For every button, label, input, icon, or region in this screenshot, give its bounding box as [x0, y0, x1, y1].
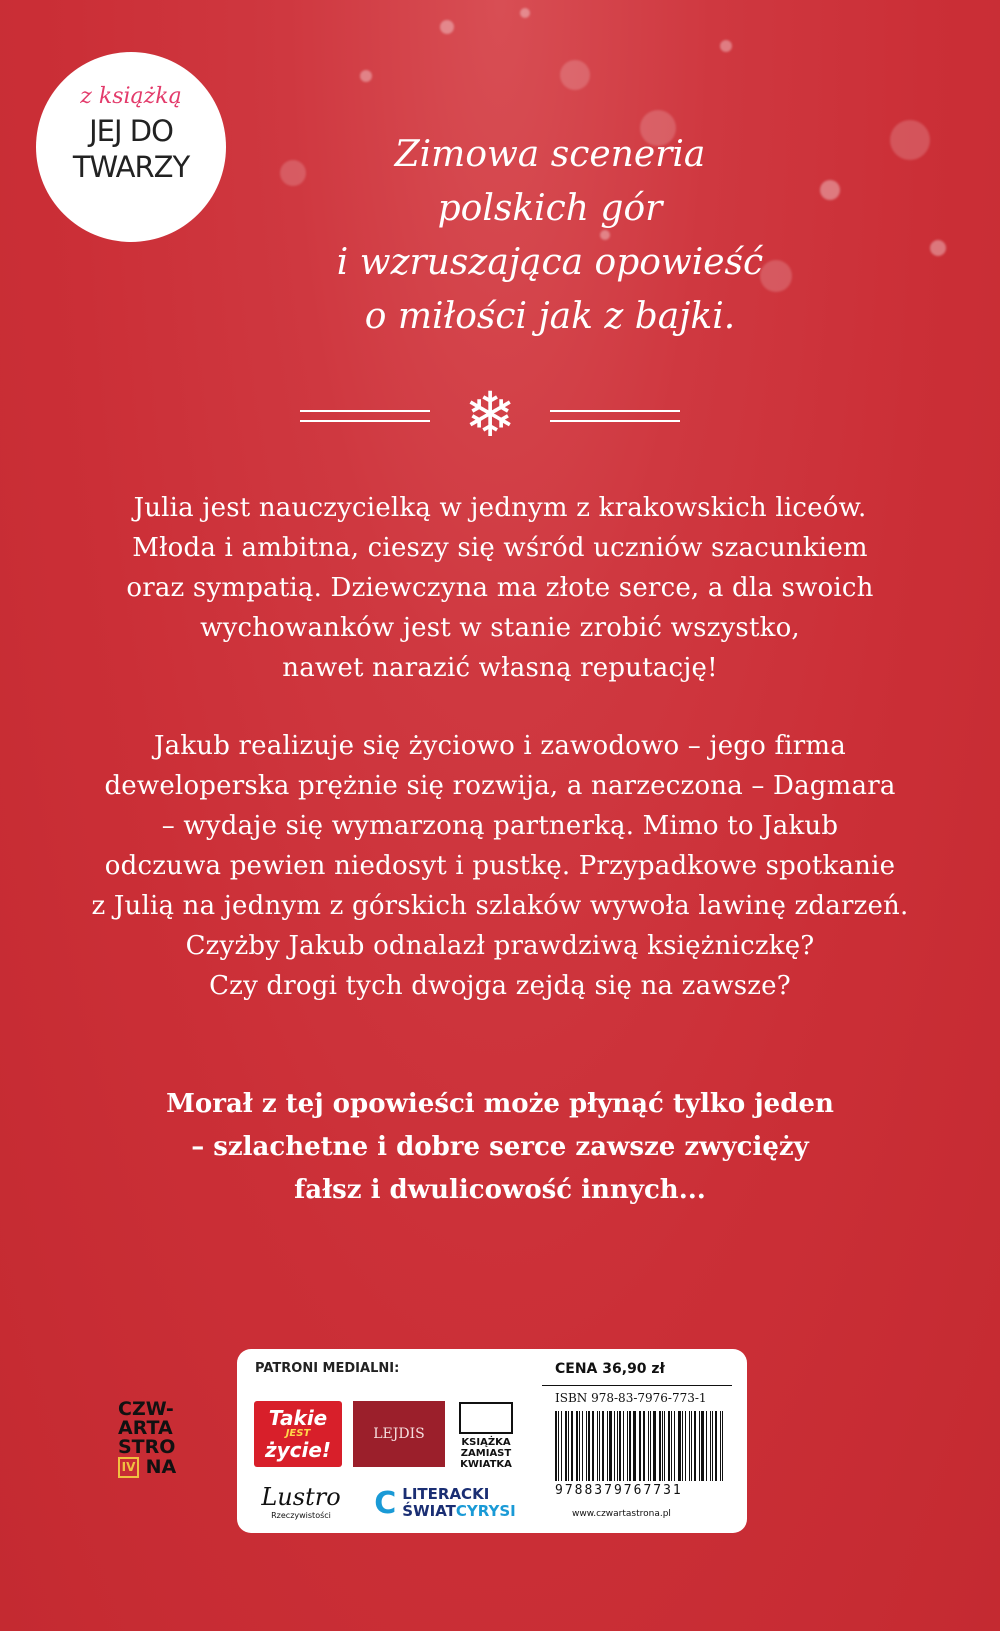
divider-rule-right [550, 410, 680, 422]
barcode-bar [555, 1411, 557, 1481]
barcode-bar [671, 1411, 672, 1481]
divider-rule-left [300, 410, 430, 422]
badge-line-1: JEJ DO [89, 114, 173, 148]
barcode-bar [639, 1411, 640, 1481]
logo-text: KWIATKA [460, 1459, 512, 1470]
barcode-bar [568, 1411, 569, 1481]
barcode-bar [674, 1411, 675, 1481]
barcode-bar [633, 1411, 636, 1481]
text-line: oraz sympatią. Dziewczyna ma złote serce, a dla swoich [126, 573, 874, 603]
barcode-bar [699, 1411, 700, 1481]
ksiazka-zamiast-kwiatka-logo [453, 1401, 519, 1471]
lustro-rzeczywistosci-logo [251, 1475, 351, 1527]
literacki-swiat-cyrysi-logo [365, 1481, 525, 1525]
barcode-bar [582, 1411, 583, 1481]
barcode-bar [691, 1411, 692, 1481]
barcode-bar [579, 1411, 580, 1481]
text-line: Julia jest nauczycielką w jednym z krakowskich liceów. [133, 493, 867, 523]
barcode-bar [619, 1411, 621, 1481]
price: CENA 36,90 zł [555, 1361, 665, 1377]
barcode-bar [609, 1411, 612, 1481]
media-patrons-label: PATRONI MEDIALNI: [255, 1361, 400, 1376]
tagline-line: o miłości jak z bajki. [364, 296, 736, 337]
publisher-line: STRO [118, 1436, 176, 1458]
barcode-bar [678, 1411, 681, 1481]
barcode-bar [614, 1411, 615, 1481]
barcode-bar [588, 1411, 591, 1481]
barcode-bar [617, 1411, 618, 1481]
barcode-bar [712, 1411, 714, 1481]
logo-text: CYRYSI [455, 1502, 516, 1520]
blurb-paragraph-1 [60, 488, 940, 688]
isbn: ISBN 978-83-7976-773-1 [555, 1391, 707, 1405]
bokeh-light [720, 40, 732, 52]
text-line: fałsz i dwulicowość innych... [294, 1175, 706, 1205]
logo-text: życie! [264, 1438, 332, 1462]
barcode-bar [664, 1411, 665, 1481]
barcode-bar [571, 1411, 573, 1481]
barcode-bar [694, 1411, 696, 1481]
bokeh-light [520, 8, 530, 18]
barcode-bar [576, 1411, 578, 1481]
barcode-bar [682, 1411, 683, 1481]
info-panel [237, 1349, 747, 1533]
text-line: Młoda i ambitna, cieszy się wśród uczniów szacunkiem [132, 533, 868, 563]
barcode-bar [689, 1411, 690, 1481]
barcode-bar [701, 1411, 704, 1481]
logo-text [402, 1503, 515, 1520]
bokeh-light [890, 120, 930, 160]
barcode-bar [706, 1411, 707, 1481]
logo-text: JEST [285, 1428, 311, 1439]
publisher-line: NA [145, 1456, 177, 1478]
text-line: – szlachetne i dobre serce zawsze zwycięży [191, 1132, 809, 1162]
barcode-number: 9788379767731 [555, 1483, 683, 1498]
badge-script: z książką [80, 84, 182, 109]
barcode [555, 1411, 725, 1481]
barcode-bar [565, 1411, 568, 1481]
text-line: Jakub realizuje się życiowo i zawodowo – jego firma [154, 731, 846, 761]
barcode-bar [627, 1411, 628, 1481]
tagline-line: polskich gór [437, 188, 663, 229]
tagline-line: Zimowa sceneria [394, 134, 706, 175]
barcode-bar [561, 1411, 562, 1481]
tagline-line: i wzruszająca opowieść [336, 242, 764, 283]
barcode-bar [685, 1411, 687, 1481]
text-line: z Julią na jednym z górskich szlaków wywoła lawinę zdarzeń. [91, 891, 909, 921]
bokeh-light [930, 240, 946, 256]
publisher-line: CZW- [118, 1398, 174, 1420]
logo-text: Rzeczywistości [271, 1510, 331, 1520]
publisher-mark: IV [118, 1457, 139, 1478]
text-line: – wydaje się wymarzoną partnerką. Mimo to Jakub [161, 811, 839, 841]
barcode-bar [602, 1411, 604, 1481]
ornament-divider [300, 378, 680, 452]
blurb-paragraph-2 [60, 726, 940, 1006]
barcode-bar [607, 1411, 608, 1481]
text-line: Morał z tej opowieści może płynąć tylko jeden [166, 1089, 834, 1119]
moral-statement [60, 1083, 940, 1212]
text-line: wychowanków jest w stanie zrobić wszystko, [200, 613, 800, 643]
logo-text: ŚWIAT [402, 1502, 456, 1520]
logo-text-block [402, 1486, 515, 1520]
barcode-bar [715, 1411, 717, 1481]
badge-line-2: TWARZY [72, 150, 190, 184]
text-line: odczuwa pewien niedosyt i pustkę. Przypadkowe spotkanie [104, 851, 896, 881]
barcode-bar [710, 1411, 711, 1481]
logo-text: Lustro [261, 1482, 341, 1511]
barcode-bar [722, 1411, 723, 1481]
lejdis-logo: LEJDIS [353, 1401, 445, 1467]
publisher-line: ARTA [118, 1417, 173, 1439]
logo-text: ZAMIAST [460, 1448, 512, 1459]
publisher-logo [118, 1400, 198, 1478]
logo-text: Takie [268, 1406, 328, 1430]
takie-jest-zycie-logo [254, 1401, 342, 1467]
barcode-bar [653, 1411, 656, 1481]
barcode-bar [659, 1411, 661, 1481]
barcode-bar [623, 1411, 624, 1481]
snowflake-icon: ❄ [464, 378, 516, 451]
book-icon [459, 1402, 513, 1434]
barcode-bar [629, 1411, 631, 1481]
barcode-bar [599, 1411, 600, 1481]
barcode-bar [643, 1411, 645, 1481]
barcode-bar [586, 1411, 587, 1481]
publisher-line [118, 1457, 198, 1478]
bokeh-light [360, 70, 372, 82]
barcode-bar [650, 1411, 651, 1481]
text-line: Czyżby Jakub odnalazł prawdziwą księżniczkę? [185, 931, 815, 961]
barcode-bar [592, 1411, 594, 1481]
bokeh-light [440, 20, 454, 34]
barcode-bar [720, 1411, 721, 1481]
publisher-url: www.czwartastrona.pl [572, 1509, 671, 1519]
tagline [260, 128, 840, 344]
barcode-bar [640, 1411, 641, 1481]
logo-text: LITERACKI [402, 1485, 490, 1503]
barcode-bar [648, 1411, 649, 1481]
text-line: nawet narazić własną reputację! [282, 653, 718, 683]
text-line: Czy drogi tych dwojga zejdą się na zawsze? [209, 971, 791, 1001]
badge-circle [36, 52, 226, 242]
barcode-bar [597, 1411, 598, 1481]
barcode-bar [558, 1411, 559, 1481]
logo-text: KSIĄŻKA [461, 1437, 511, 1448]
text-line: deweloperska prężnie się rozwija, a narzeczona – Dagmara [104, 771, 896, 801]
barcode-bar [668, 1411, 670, 1481]
barcode-bar [662, 1411, 663, 1481]
bokeh-light [560, 60, 590, 90]
price-rule [542, 1385, 732, 1386]
c-mark-icon: C [374, 1485, 397, 1521]
